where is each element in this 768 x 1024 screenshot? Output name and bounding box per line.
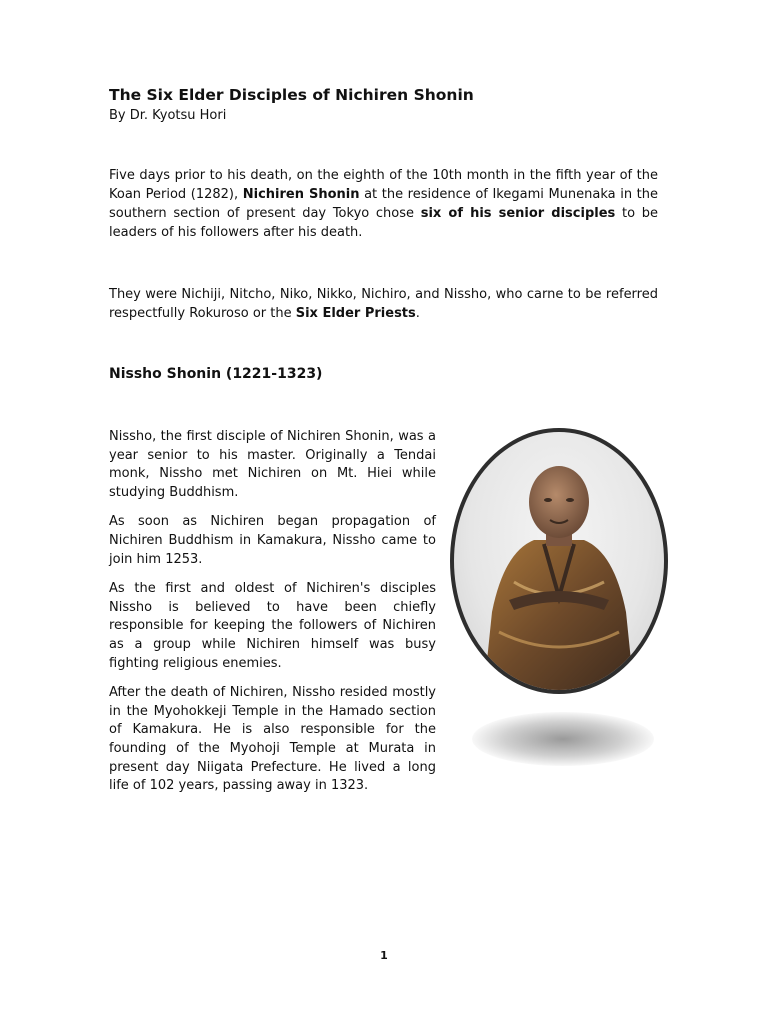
intro-text: to be leaders of his followers after his death. — [109, 206, 658, 240]
seated-monk-statue-icon — [454, 432, 664, 690]
body-paragraph: After the death of Nichiren, Nissho resided mostly in the Myohokkeji Temple in the Hamado section of Kamakura. He is also responsible for the founding of the Myohoji Temple at Murata in present day Niigata Prefecture. He lived a long life of 102 years, passing away in 1323. — [109, 685, 436, 794]
drop-shadow — [472, 712, 654, 766]
document-title: The Six Elder Disciples of Nichiren Shonin — [109, 86, 474, 104]
bold-text: Nichiren Shonin — [242, 187, 360, 202]
intro-text: at the residence of Ikegami Munenaka in the southern section of present day Tokyo chose — [109, 187, 658, 221]
intro-paragraph-2 — [109, 285, 658, 323]
section-dates: (1221-1323) — [225, 366, 323, 382]
portrait-image — [450, 428, 668, 692]
intro-text: They were Nichiji, Nitcho, Niko, Nikko, Nichiro, and Nissho, who carne to be referred respectfully Rokuroso or the — [109, 287, 658, 321]
page-number: 1 — [380, 949, 388, 962]
author-byline: By Dr. Kyotsu Hori — [109, 108, 227, 123]
intro-text: . — [415, 306, 420, 321]
intro-paragraph-1 — [109, 166, 658, 242]
body-paragraph: As soon as Nichiren began propagation of Nichiren Buddhism in Kamakura, Nissho came to join him 1253. — [109, 514, 436, 567]
section-name: Nissho Shonin — [109, 366, 222, 382]
bold-text: six of his senior disciples — [420, 206, 616, 221]
section-heading — [109, 366, 322, 382]
bold-text: Six Elder Priests — [295, 306, 416, 321]
intro-text: Five days prior to his death, on the eighth of the 10th month in the fifth year of the Koan Period (1282), — [109, 168, 658, 202]
body-column — [109, 428, 436, 807]
body-paragraph: As the first and oldest of Nichiren's disciples Nissho is believed to have been chiefly responsible for keeping the followers of Nichiren as a group while Nichiren himself was busy fighting religious enemies. — [109, 581, 436, 671]
body-paragraph: Nissho, the first disciple of Nichiren Shonin, was a year senior to his master. Originally a Tendai monk, Nissho met Nichiren on Mt. Hiei while studying Buddhism. — [109, 429, 436, 500]
portrait-frame — [450, 428, 668, 694]
